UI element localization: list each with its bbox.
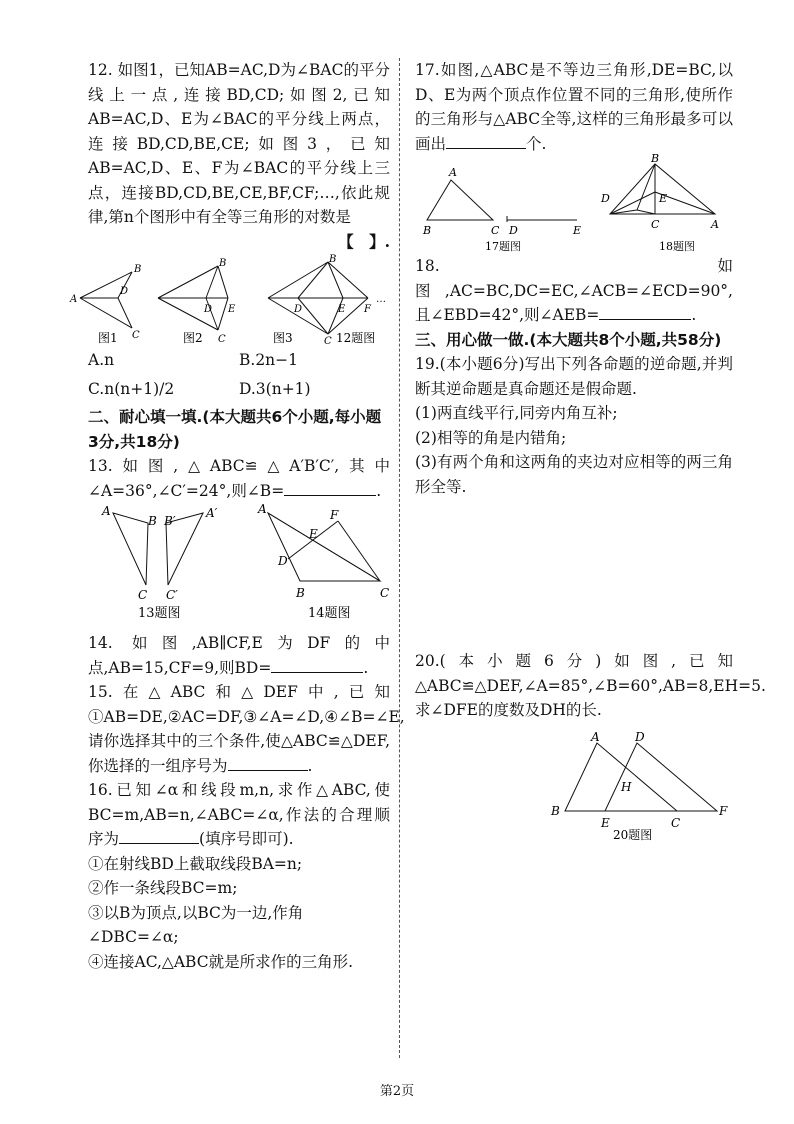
fig12-label: … (376, 294, 386, 305)
fig14-label: C (380, 586, 390, 600)
fig12-label: B (134, 264, 142, 275)
fig20-label: A (591, 729, 600, 744)
fig12-label: E (338, 304, 346, 315)
fig13-label: B (148, 514, 157, 528)
fig18-label: C (651, 218, 660, 231)
fig14-label: A (258, 502, 267, 516)
q19-text: 19.(本小题6分)写出下列各命题的逆命题,并判断其逆命题是真命题还是假命题. (415, 355, 733, 398)
fig18-caption: 18题图 (659, 240, 695, 253)
fig14-caption: 14题图 (308, 606, 351, 621)
q12-options-row1 (88, 348, 390, 373)
fig20-label: H (621, 779, 632, 794)
fig12-label: B (219, 258, 227, 269)
right-column (415, 58, 766, 845)
q20-text: 20.(本小题6分)如图,已知△ABC≌△DEF,∠A=85°,∠B=60°,AB=8,EH=5.求∠DFE的度数及DH的长. (415, 652, 766, 719)
q19-answer-space (415, 499, 733, 649)
fig12-caption: 图3 (273, 331, 293, 345)
option-b: B.2n−1 (239, 351, 299, 369)
q19-item: (3)有两个角和这两角的夹边对应相等的两三角形全等. (415, 453, 733, 496)
fig14-label: F (330, 508, 339, 522)
fig13-caption: 13题图 (138, 606, 181, 621)
fig12-label: C (324, 336, 332, 347)
fig13-label: C′ (166, 588, 178, 602)
q14-text: 14. 如图,AB∥CF,E为DF的中点,AB=15,CF=9,则BD= . (88, 634, 390, 677)
fig12-caption: 图1 (98, 331, 118, 345)
q12-text: 12. 如图1，已知AB=AC,D为∠BAC的平分线上一点,连接BD,CD;如图2,已知AB=AC,D、E为∠BAC的平分线上两点，连接BD,CD,BE,CE;如图3，已知AB=AC,D、E、F为∠BAC的平分线上三点，连接BD,CD,BE,CE,BF,CF;…,依此规律,第n个图形中有全等三角形的对数是 (88, 61, 390, 226)
fig12-label: E (228, 304, 236, 315)
fig14-label: B (296, 586, 305, 600)
q16-step: ④连接AC,△ABC就是所求作的三角形. (88, 952, 354, 971)
fig17-label: A (449, 166, 457, 179)
fig17-caption: 17题图 (485, 240, 521, 253)
fig12-label: F (364, 304, 371, 315)
fig18-label: E (659, 192, 668, 205)
figure-17-18 (415, 152, 733, 254)
fig12-label: D (294, 304, 303, 315)
q19-item: (1)两直线平行,同旁内角互补; (415, 404, 618, 422)
q13-text: 13.如图,△ABC≌△A′B′C′,其中∠A=36°,∠C′=24°,则∠B= . (88, 457, 390, 500)
fig20-label: B (551, 803, 560, 818)
fig12-label: B (329, 254, 337, 265)
fig12-label: D (204, 304, 213, 315)
q16-step: ③以B为顶点,以BC为一边,作角∠DBC=∠α; (88, 903, 304, 946)
q12-bracket: 【 】. (338, 231, 390, 251)
figure-12 (70, 254, 398, 347)
fig20-label: E (601, 815, 610, 830)
fig17-label: B (423, 224, 432, 237)
figure-13-14 (88, 503, 390, 621)
q16-step: ②作一条线段BC=m; (88, 879, 238, 897)
q17-text: 17.如图,△ABC是不等边三角形,DE=BC,以D、E为两个顶点作位置不同的三角形,使所作的三角形与△ABC全等,这样的三角形最多可以画出 个. (415, 61, 733, 153)
fig13-label: A (102, 504, 111, 518)
fig18-label: B (651, 152, 660, 165)
fig17-label: D (509, 224, 518, 237)
fig14-label: D (278, 554, 288, 568)
fig18-label: D (601, 192, 610, 205)
fig20-label: F (719, 803, 728, 818)
q18-answer-blank[interactable] (599, 305, 691, 320)
fig12-caption: 图2 (183, 331, 203, 345)
page-number: 第2页 (379, 1084, 415, 1099)
q18-text: 18.如图,AC=BC,DC=EC,∠ACB=∠ECD=90°,且∠EBD=42°,则∠AEB= . (415, 257, 733, 324)
fig12-label: C (132, 330, 140, 341)
fig12-label: D (120, 286, 129, 297)
q12-options-row2 (88, 377, 390, 402)
option-c: C.n(n+1)/2 (88, 379, 175, 398)
q15-answer-blank[interactable] (228, 756, 308, 771)
fig17-label: C (491, 224, 500, 237)
q16-text: 16.已知∠α和线段m,n,求作△ABC,使BC=m,AB=n,∠ABC=∠α,作法的合理顺序为 (填序号即可). (88, 781, 390, 848)
fig13-label: B′ (164, 514, 176, 528)
fig12-label: C (218, 334, 226, 345)
fig20-caption: 20题图 (613, 827, 653, 842)
fig20-label: D (635, 729, 645, 744)
q15-text: 15.在△ABC和△DEF中,已知①AB=DE,②AC=DF,③∠A=∠D,④∠B=∠E,请你选择其中的三个条件,使△ABC≌△DEF,你选择的一组序号为 . (88, 683, 405, 775)
figure-20 (415, 729, 733, 845)
q16-step: ①在射线BD上截取线段BA=n; (88, 854, 303, 873)
option-a: A.n (88, 351, 115, 369)
q19-item: (2)相等的角是内错角; (415, 428, 567, 447)
fig18-label: A (711, 218, 719, 231)
q14-answer-blank[interactable] (271, 658, 363, 673)
fig12-label: A (70, 294, 78, 305)
fig17-label: E (573, 224, 582, 237)
left-column (70, 58, 405, 974)
column-divider (399, 58, 400, 1058)
fig14-label: E (309, 527, 318, 541)
q16-answer-blank[interactable] (119, 829, 199, 844)
option-d: D.3(n+1) (239, 379, 311, 398)
fig20-label: C (671, 815, 681, 830)
section-2-heading: 二、耐心填一填.(本大题共6个小题,每小题3分,共18分) (88, 408, 382, 451)
fig13-label: A′ (206, 506, 218, 520)
q13-answer-blank[interactable] (284, 481, 376, 496)
fig13-label: C (138, 588, 148, 602)
fig12-caption: 12题图 (336, 331, 376, 345)
q17-answer-blank[interactable] (446, 134, 526, 149)
section-3-heading: 三、用心做一做.(本大题共8个小题,共58分) (415, 330, 722, 349)
